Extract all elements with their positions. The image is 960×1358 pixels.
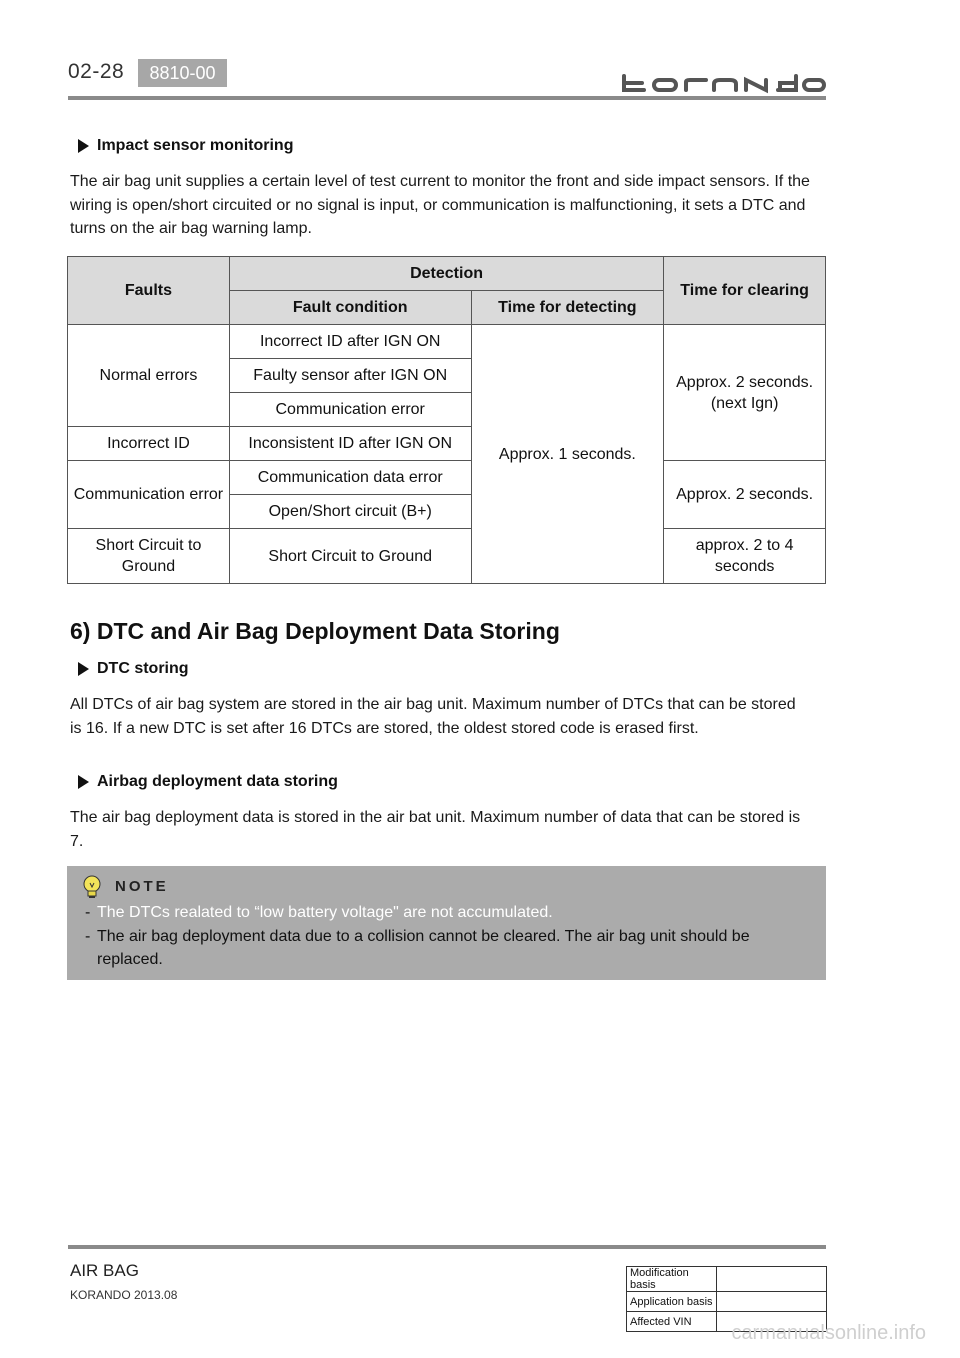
bullet-triangle-icon [78, 139, 89, 153]
cond-incorrect-id-ign: Incorrect ID after IGN ON [229, 325, 471, 359]
cond-faulty-sensor: Faulty sensor after IGN ON [229, 359, 471, 393]
dtc-line: is 16. If a new DTC is set after 16 DTCs are stored, the oldest stored code is erased first. [70, 719, 699, 737]
clear-normal-line: (next Ign) [710, 394, 779, 412]
header-detection: Detection [229, 257, 663, 291]
deployment-paragraph [70, 806, 826, 853]
impact-line: The air bag unit supplies a certain level of test current to monitor the front and side impact sensors. If the [70, 173, 810, 190]
application-basis-value [717, 1292, 827, 1312]
modification-basis-value [717, 1267, 827, 1292]
deployment-heading-text: Airbag deployment data storing [97, 773, 338, 790]
cond-inconsistent-id: Inconsistent ID after IGN ON [229, 427, 471, 461]
header-faults: Faults [68, 257, 230, 325]
fault-incorrect-id: Incorrect ID [68, 427, 230, 461]
bullet-triangle-icon [78, 662, 89, 676]
impact-sensor-heading [78, 137, 293, 155]
note-item [85, 925, 815, 973]
deployment-heading [78, 773, 338, 791]
bullet-triangle-icon [78, 775, 89, 789]
note-label: NOTE [115, 878, 169, 895]
header-time-detecting: Time for detecting [471, 291, 664, 325]
cond-open-short: Open/Short circuit (B+) [229, 495, 471, 529]
deploy-line: 7. [70, 832, 84, 850]
fault-normal-errors: Normal errors [68, 325, 230, 427]
header-fault-condition: Fault condition [229, 291, 471, 325]
note-item [85, 901, 815, 925]
lightbulb-icon [81, 874, 103, 900]
deploy-line: The air bag deployment data is stored in the air bat unit. Maximum number of data that can be stored is [70, 809, 801, 826]
note-dash: - [85, 928, 91, 945]
impact-line: wiring is open/short circuited or no signal is input, or communication is malfunctioning, it sets a DTC and [70, 196, 806, 214]
dtc-paragraph [70, 693, 826, 740]
affected-vin-label: Affected VIN [627, 1312, 717, 1332]
clear-short-line: seconds [714, 558, 775, 575]
note-item-text: The DTCs realated to “low battery voltage" are not accumulated. [97, 904, 553, 921]
cond-short-ground: Short Circuit to Ground [229, 529, 471, 584]
impact-paragraph [70, 170, 826, 241]
footer-model: KORANDO 2013.08 [70, 1288, 178, 1302]
note-item-text: The air bag deployment data due to a collision cannot be cleared. The air bag unit should be replaced. [97, 928, 750, 968]
dtc-storing-heading [78, 660, 189, 678]
dtc-line: All DTCs of air bag system are stored in the air bag unit. Maximum number of DTCs that can be stored [70, 696, 796, 713]
footer-section-name: AIR BAG [70, 1261, 139, 1280]
clear-comm: Approx. 2 seconds. [664, 461, 826, 529]
clear-short [664, 529, 826, 584]
korando-logo [620, 72, 826, 94]
detect-time: Approx. 1 seconds. [471, 325, 664, 584]
modification-basis-label: Modification basis [627, 1267, 717, 1292]
note-dash: - [85, 904, 91, 921]
watermark: carmanualsonline.info [731, 1322, 926, 1344]
page-number: 02-28 [68, 60, 125, 83]
fault-table [67, 256, 826, 584]
dtc-storing-heading-text: DTC storing [97, 660, 189, 677]
header-time-clearing: Time for clearing [664, 257, 826, 325]
clear-normal-line: Approx. 2 seconds. [676, 373, 814, 391]
fault-communication: Communication error [68, 461, 230, 529]
impact-sensor-heading-text: Impact sensor monitoring [97, 137, 294, 154]
cond-comm-data-error: Communication data error [229, 461, 471, 495]
fault-short-ground: Short Circuit to Ground [68, 529, 230, 584]
section-title: 6) DTC and Air Bag Deployment Data Storing [70, 618, 560, 644]
section-code-badge: 8810-00 [138, 59, 227, 87]
footer-rule [68, 1245, 826, 1249]
note-box [67, 866, 826, 980]
header-rule [68, 96, 826, 100]
clear-short-line: approx. 2 to 4 [695, 537, 794, 554]
cond-comm-error: Communication error [229, 393, 471, 427]
application-basis-label: Application basis [627, 1292, 717, 1312]
clear-normal [664, 325, 826, 461]
impact-line: turns on the air bag warning lamp. [70, 220, 312, 237]
